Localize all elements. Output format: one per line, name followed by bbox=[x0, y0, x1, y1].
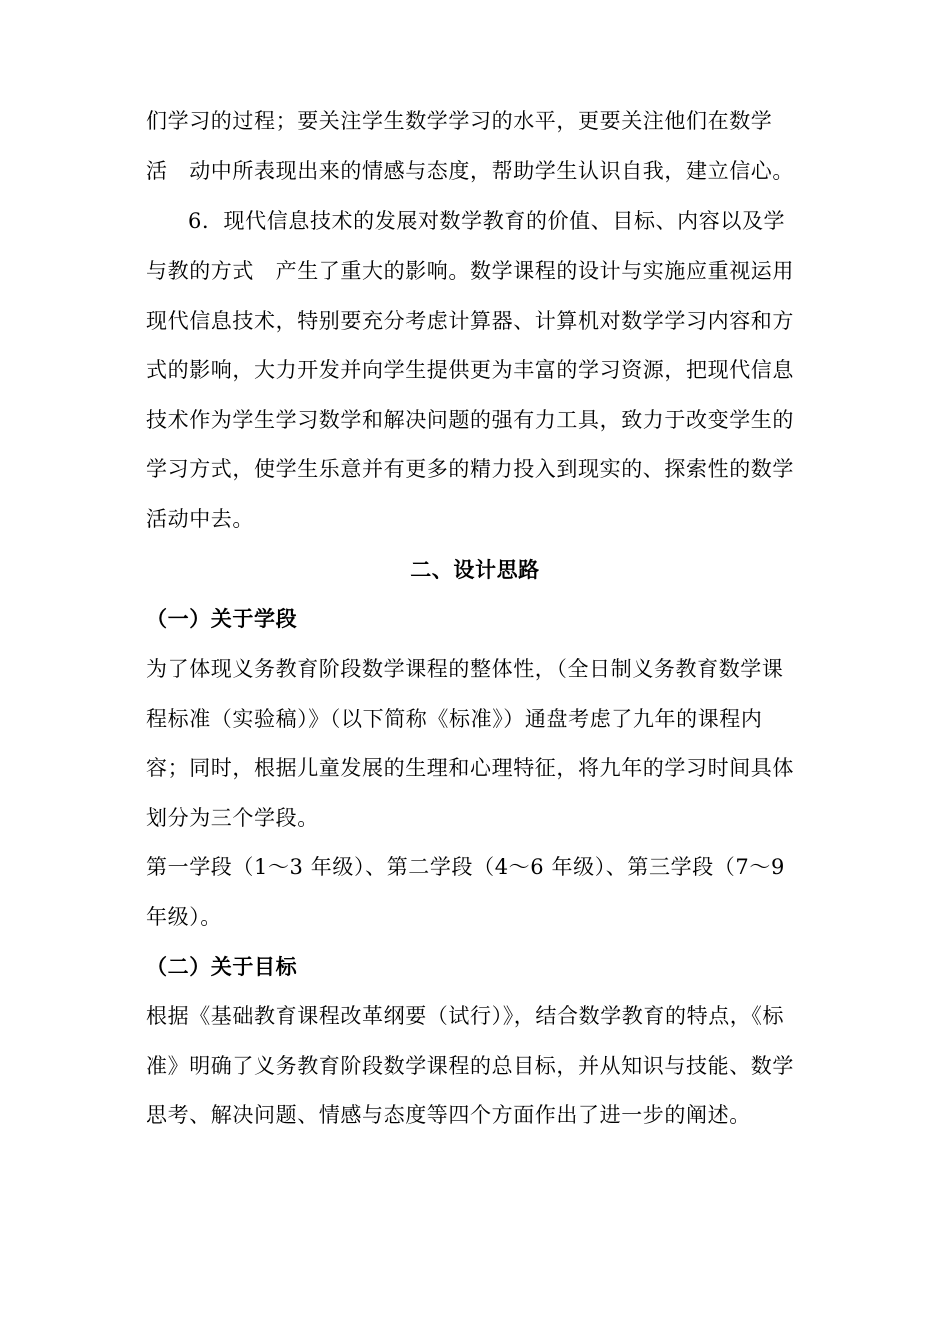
subsection-title: （一）关于学段 bbox=[146, 606, 298, 631]
paragraph-line: 们学习的过程；要关注学生数学学习的水平，更要关注他们在数学 bbox=[146, 109, 773, 133]
paragraph-line: 年级）。 bbox=[146, 905, 222, 929]
paragraph-line: 思考、解决问题、情感与态度等四个方面作出了进一步的阐述。 bbox=[146, 1103, 751, 1127]
paragraph-line: 与教的方式 产生了重大的影响。数学课程的设计与实施应重视运用 bbox=[146, 259, 794, 283]
paragraph-line: 第一学段（1～3 年级）、第二学段（4～6 年级）、第三学段（7～9 bbox=[146, 855, 785, 879]
paragraph-line: 程标准（实验稿）》（以下简称《标准》）通盘考虑了九年的课程内 bbox=[146, 707, 763, 731]
paragraph-line: 划分为三个学段。 bbox=[146, 806, 319, 830]
paragraph-line: 现代信息技术，特别要充分考虑计算器、计算机对数学学习内容和方 bbox=[146, 309, 794, 333]
paragraph-line: 活动中去。 bbox=[146, 507, 254, 531]
subsection-title: （二）关于目标 bbox=[146, 954, 298, 979]
paragraph-line: 为了体现义务教育阶段数学课程的整体性，（全日制义务教育数学课 bbox=[146, 657, 784, 681]
paragraph-line: 学习方式，使学生乐意并有更多的精力投入到现实的、探索性的数学 bbox=[146, 457, 794, 481]
section-title: 二、设计思路 bbox=[410, 557, 540, 582]
paragraph-line: 根据《基础教育课程改革纲要（试行）》，结合数学教育的特点，《标 bbox=[146, 1004, 785, 1028]
paragraph-line: 技术作为学生学习数学和解决问题的强有力工具，致力于改变学生的 bbox=[146, 408, 794, 432]
paragraph-line: 6．现代信息技术的发展对数学教育的价值、目标、内容以及学 bbox=[188, 209, 786, 233]
paragraph-line: 活 动中所表现出来的情感与态度，帮助学生认识自我，建立信心。 bbox=[146, 159, 794, 183]
paragraph-line: 容；同时，根据儿童发展的生理和心理特征，将九年的学习时间具体 bbox=[146, 756, 794, 780]
paragraph-line: 式的影响，大力开发并向学生提供更为丰富的学习资源，把现代信息 bbox=[146, 358, 794, 382]
paragraph-line: 准》明确了义务教育阶段数学课程的总目标，并从知识与技能、数学 bbox=[146, 1054, 794, 1078]
